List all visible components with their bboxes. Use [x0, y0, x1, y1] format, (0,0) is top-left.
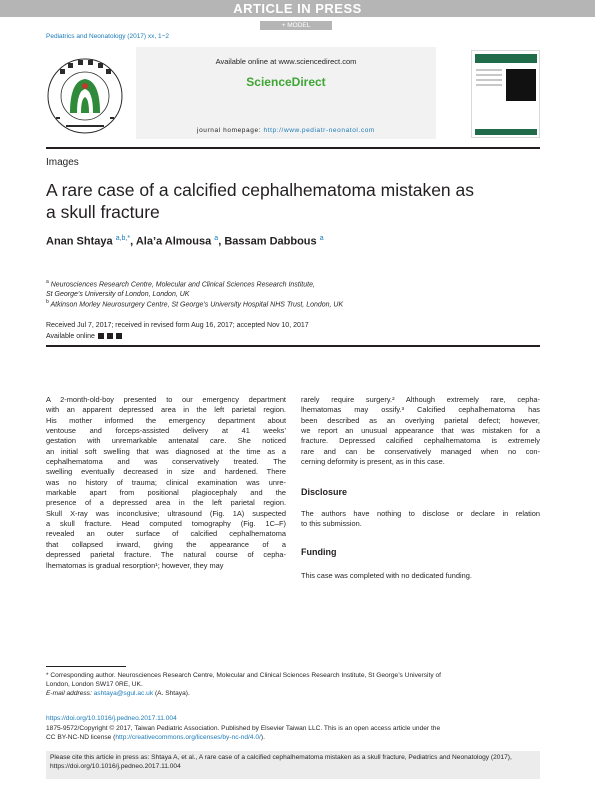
disclosure-heading: Disclosure: [301, 487, 348, 497]
body-text-line: an initial soft swelling that was diagnosed at the time as a: [46, 446, 286, 456]
author-affiliation-mark[interactable]: a: [319, 235, 324, 242]
available-online-line: Available online at www.sciencedirect.com: [215, 57, 357, 66]
body-text-line: ventouse and forceps-assisted delivery at 41 weeks’: [46, 426, 286, 436]
license-statement: 1875-9572/Copyright © 2017, Taiwan Pediatric Association. Published by Elsevier Taiwan LLC. This is an open access article under the CC BY-NC-ND license (http://creativecommons.org/licenses/by-nc-nd/4.0/).: [46, 725, 441, 742]
article-type: Images: [46, 157, 79, 168]
affiliation-a: $^a$ Neurosciences Research Centre, Molecular and Clinical Sciences Research Institute, St George’s University of London, London, UK: [46, 279, 315, 299]
society-logo-icon: [46, 57, 124, 135]
available-online: Available online: [46, 333, 122, 340]
cover-text-lines: [476, 69, 502, 89]
body-text-line: was no history of trauma; clinical examination was unre-: [46, 477, 286, 487]
body-text-line: been described as an overlying parietal defect; however,: [301, 415, 540, 425]
citation-box: Please cite this article in press as: Shtaya A, et al., A rare case of a calcified cephalhematoma mistaken as a skull fracture, Pediatrics and Neonatology (2017), https://doi.org/10.1016/j.pedneo.2017.11.004: [46, 751, 540, 779]
author-name[interactable]: Ala’a Almousa: [135, 235, 212, 248]
cover-title-strip: [475, 54, 537, 63]
body-text-line: markable apart from positional plagiocephaly and the: [46, 488, 286, 498]
header-rule: [46, 147, 540, 149]
body-text-line: Skull X-ray was inconclusive; ultrasound (Fig. 1A) suspected: [46, 508, 286, 518]
funding-text: This case was completed with no dedicated funding.: [301, 571, 472, 580]
body-text-line: lhematomas is gradual resorption¹; however, they may: [46, 560, 224, 570]
journal-cover-thumbnail: [471, 50, 540, 138]
cover-image: [506, 69, 536, 101]
body-text-line: A 2-month-old-boy presented to our emergency department: [46, 395, 286, 404]
journal-header: [46, 47, 540, 145]
body-text-line: depressed parietal fracture. The natural course of cepha-: [46, 550, 286, 560]
article-title: A rare case of a calcified cephalhematoma mistaken as a skull fracture: [46, 180, 474, 222]
article-dates: Received Jul 7, 2017; received in revised form Aug 16, 2017; accepted Nov 10, 2017: [46, 322, 309, 329]
body-text-line: swelling eventually decreased in size and hardened. There: [46, 467, 286, 477]
funding-heading: Funding: [301, 547, 337, 557]
body-text-line: gestation with unremarkable antenatal care. She noticed: [46, 436, 286, 446]
license-link[interactable]: http://creativecommons.org/licenses/by-nc-nd/4.0/: [115, 734, 261, 742]
body-left-column: [46, 395, 286, 571]
cover-bottom-strip: [475, 129, 537, 135]
body-text-line: cephalhematoma and was conservatively treated. The: [46, 457, 286, 467]
author-name[interactable]: Bassam Dabbous: [224, 235, 317, 248]
article-in-press-banner: ARTICLE IN PRESS: [0, 0, 595, 17]
model-label: + MODEL: [260, 21, 332, 30]
sciencedirect-logo: ScienceDirect: [246, 75, 326, 89]
sciencedirect-link[interactable]: www.sciencedirect.com: [278, 57, 357, 66]
journal-homepage-link[interactable]: http://www.pediatr-neonatol.com: [263, 127, 375, 134]
journal-homepage: journal homepage: http://www.pediatr-neonatol.com: [197, 127, 375, 134]
body-right-column: [301, 395, 540, 467]
doi-link[interactable]: https://doi.org/10.1016/j.pedneo.2017.11.004: [46, 715, 177, 722]
body-text-line: that collapsed inward, giving the appearance of a: [46, 539, 286, 549]
body-text-line: revealed an outer surface of calcified cephalhematoma: [46, 529, 286, 539]
body-text-line: His mother informed the emergency department about: [46, 415, 286, 425]
corresponding-author-footnote: * Corresponding author. Neurosciences Research Centre, Molecular and Clinical Sciences Research Institute, St George’s University of London, London SW17 0RE, UK. E-mail address: ashtaya@sgul.ac.uk (A. Shtaya).: [46, 672, 441, 698]
author-affiliation-mark[interactable]: a,b,*: [115, 235, 131, 242]
body-text-line: fracture. Depressed calcified cephalhematoma is extremely: [301, 436, 540, 446]
front-matter-rule: [46, 345, 540, 347]
body-text-line: cerning deformity is present, as in this case.: [301, 457, 445, 467]
body-text-line: rarely require surgery.² Although extremely rare, cepha-: [301, 395, 540, 404]
email-link[interactable]: ashtaya@sgul.ac.uk: [93, 690, 154, 698]
body-text-line: presence of a depressed area in the left parietal region.: [46, 498, 286, 508]
publisher-panel: [136, 47, 436, 139]
body-text-line: lhematomas may ossify.³ Calcified cephalhematoma has: [301, 405, 540, 415]
body-text-line: rare and can be conservatively managed when no con-: [301, 446, 540, 456]
footnote-rule: [46, 666, 126, 667]
affiliation-b: $^b$ Atkinson Morley Neurosurgery Centre, St George’s University Hospital NHS Trust, London, UK: [46, 299, 344, 309]
journal-reference-link[interactable]: Pediatrics and Neonatology (2017) xx, 1−2: [46, 33, 170, 40]
author-affiliation-mark[interactable]: a: [214, 235, 219, 242]
author-list: Anan Shtaya $^{a,b,*}$, Ala’a Almousa $^a$, Bassam Dabbous $^a$: [46, 235, 324, 248]
body-text-line: a skull fracture. Head computed tomography (Fig. 1C–F): [46, 519, 286, 529]
body-text-line: with an apparent depressed area in the left parietal region.: [46, 405, 286, 415]
author-name[interactable]: Anan Shtaya: [46, 235, 113, 248]
body-text-line: we report an unusual appearance that was mistaken for a: [301, 426, 540, 436]
disclosure-text: The authors have nothing to disclose or declare in relation to this submission.: [301, 509, 540, 529]
